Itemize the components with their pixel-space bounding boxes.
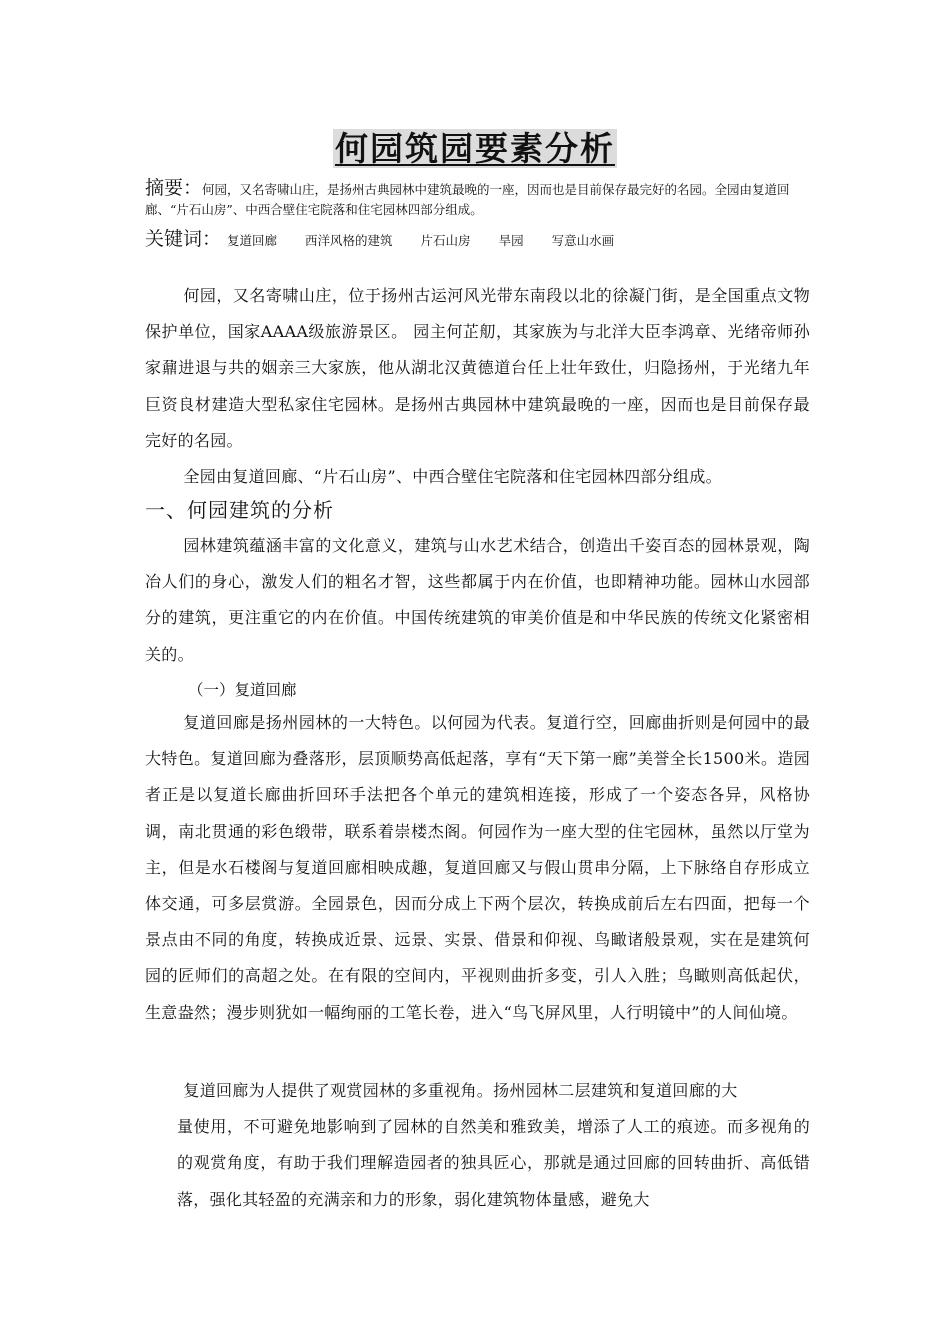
keywords-label: 关键词： (145, 228, 222, 250)
keyword-item: 复道回廊 (227, 233, 278, 248)
intro-paragraph-2: 全园由复道回廊、“片石山房”、中西合壁住宅院落和住宅园林四部分组成。 (183, 467, 722, 487)
abstract-label: 摘要： (145, 177, 203, 199)
keyword-item: 写意山水画 (551, 233, 615, 248)
paragraph-continued: 量使用，不可避免地影响到了园林的自然美和雅致美，增添了人工的痕迹。而多视角的的观赏角度，有助于我们理解造园者的独具匠心，那就是通过回廊的回转曲折、高低错落，强化其轻盈的充满亲和力的形象，弱化建筑物体量感，避免大 (177, 1117, 810, 1209)
section1-paragraph-2 (145, 705, 810, 1031)
keyword-item: 旱园 (498, 233, 524, 248)
keywords-block (145, 226, 810, 254)
abstract-block (145, 178, 810, 220)
paragraph-text: 复道回廊是扬州园林的一大特色。以何园为代表。复道行空，回廊曲折则是何园中的最大特色。复道回廊为叠落形，层顶顺势高低起落，享有“天下第一廊”美誉全长1500米。造园者正是以复道长廊曲折回环手法把各个单元的建筑相连接，形成了一个姿态各异，风格协调，南北贯通的彩色缎带，联系着崇楼杰阁。何园作为一座大型的住宅园林，虽然以厅堂为主，但是水石楼阁与复道回廊相映成趣，复道回廊又与假山贯串分隔，上下脉络自存形成立体交通，可多层赏游。全园景色，因而分成上下两个层次，转换成前后左右四面，把每一个景点由不同的角度，转换成近景、远景、实景、借景和仰视、鸟瞰诸般景观，实在是建筑何园的匠师们的高超之处。在有限的空间内，平视则曲折多变，引人入胜；鸟瞰则高低起伏，生意盎然；漫步则犹如一幅绚丽的工笔长卷，进入“鸟飞屏风里，人行明镜中”的人间仙境。 (145, 713, 810, 1022)
subsection-heading: （一）复道回廊 (188, 681, 297, 699)
section-heading: 一、何园建筑的分析 (145, 498, 334, 522)
section1-paragraph-3 (145, 1073, 810, 1218)
document-title (0, 126, 950, 172)
title-text: 何园筑园要素分析 (335, 129, 615, 168)
intro-section (145, 278, 810, 495)
paragraph-first-line: 复道回廊为人提供了观赏园林的多重视角。扬州园林二层建筑和复道回廊的大 (183, 1081, 738, 1100)
abstract-text: 何园，又名寄啸山庄，是扬州古典园林中建筑最晚的一座，因而也是目前保存最完好的名园。全园由复道回廊、“片石山房”、中西合壁住宅院落和住宅园林四部分组成。 (145, 182, 790, 217)
keyword-item: 西洋风格的建筑 (305, 233, 393, 248)
paragraph-text: 园林建筑蕴涵丰富的文化意义，建筑与山水艺术结合，创造出千姿百态的园林景观，陶冶人们的身心，激发人们的粗名才智，这些都属于内在价值，也即精神功能。园林山水园部分的建筑，更注重它的内在价值。中国传统建筑的审美价值是和中华民族的传统文化紧密相关的。 (145, 536, 810, 664)
intro-paragraph-1: 何园，又名寄啸山庄，位于扬州古运河风光带东南段以北的徐凝门街，是全国重点文物保护单位，国家AAAA级旅游景区。 园主何芷舠，其家族为与北洋大臣李鸿章、光绪帝师孙家鼐进退与共的姻亲三大家族，他从湖北汉黄德道台任上壮年致仕，归隐扬州，于光绪九年巨资良材建造大型私家住宅园林。是扬州古典园林中建筑最晚的一座，因而也是目前保存最完好的名园。 (145, 286, 810, 450)
section1-paragraph-1 (145, 528, 810, 673)
keyword-item: 片石山房 (420, 233, 471, 248)
